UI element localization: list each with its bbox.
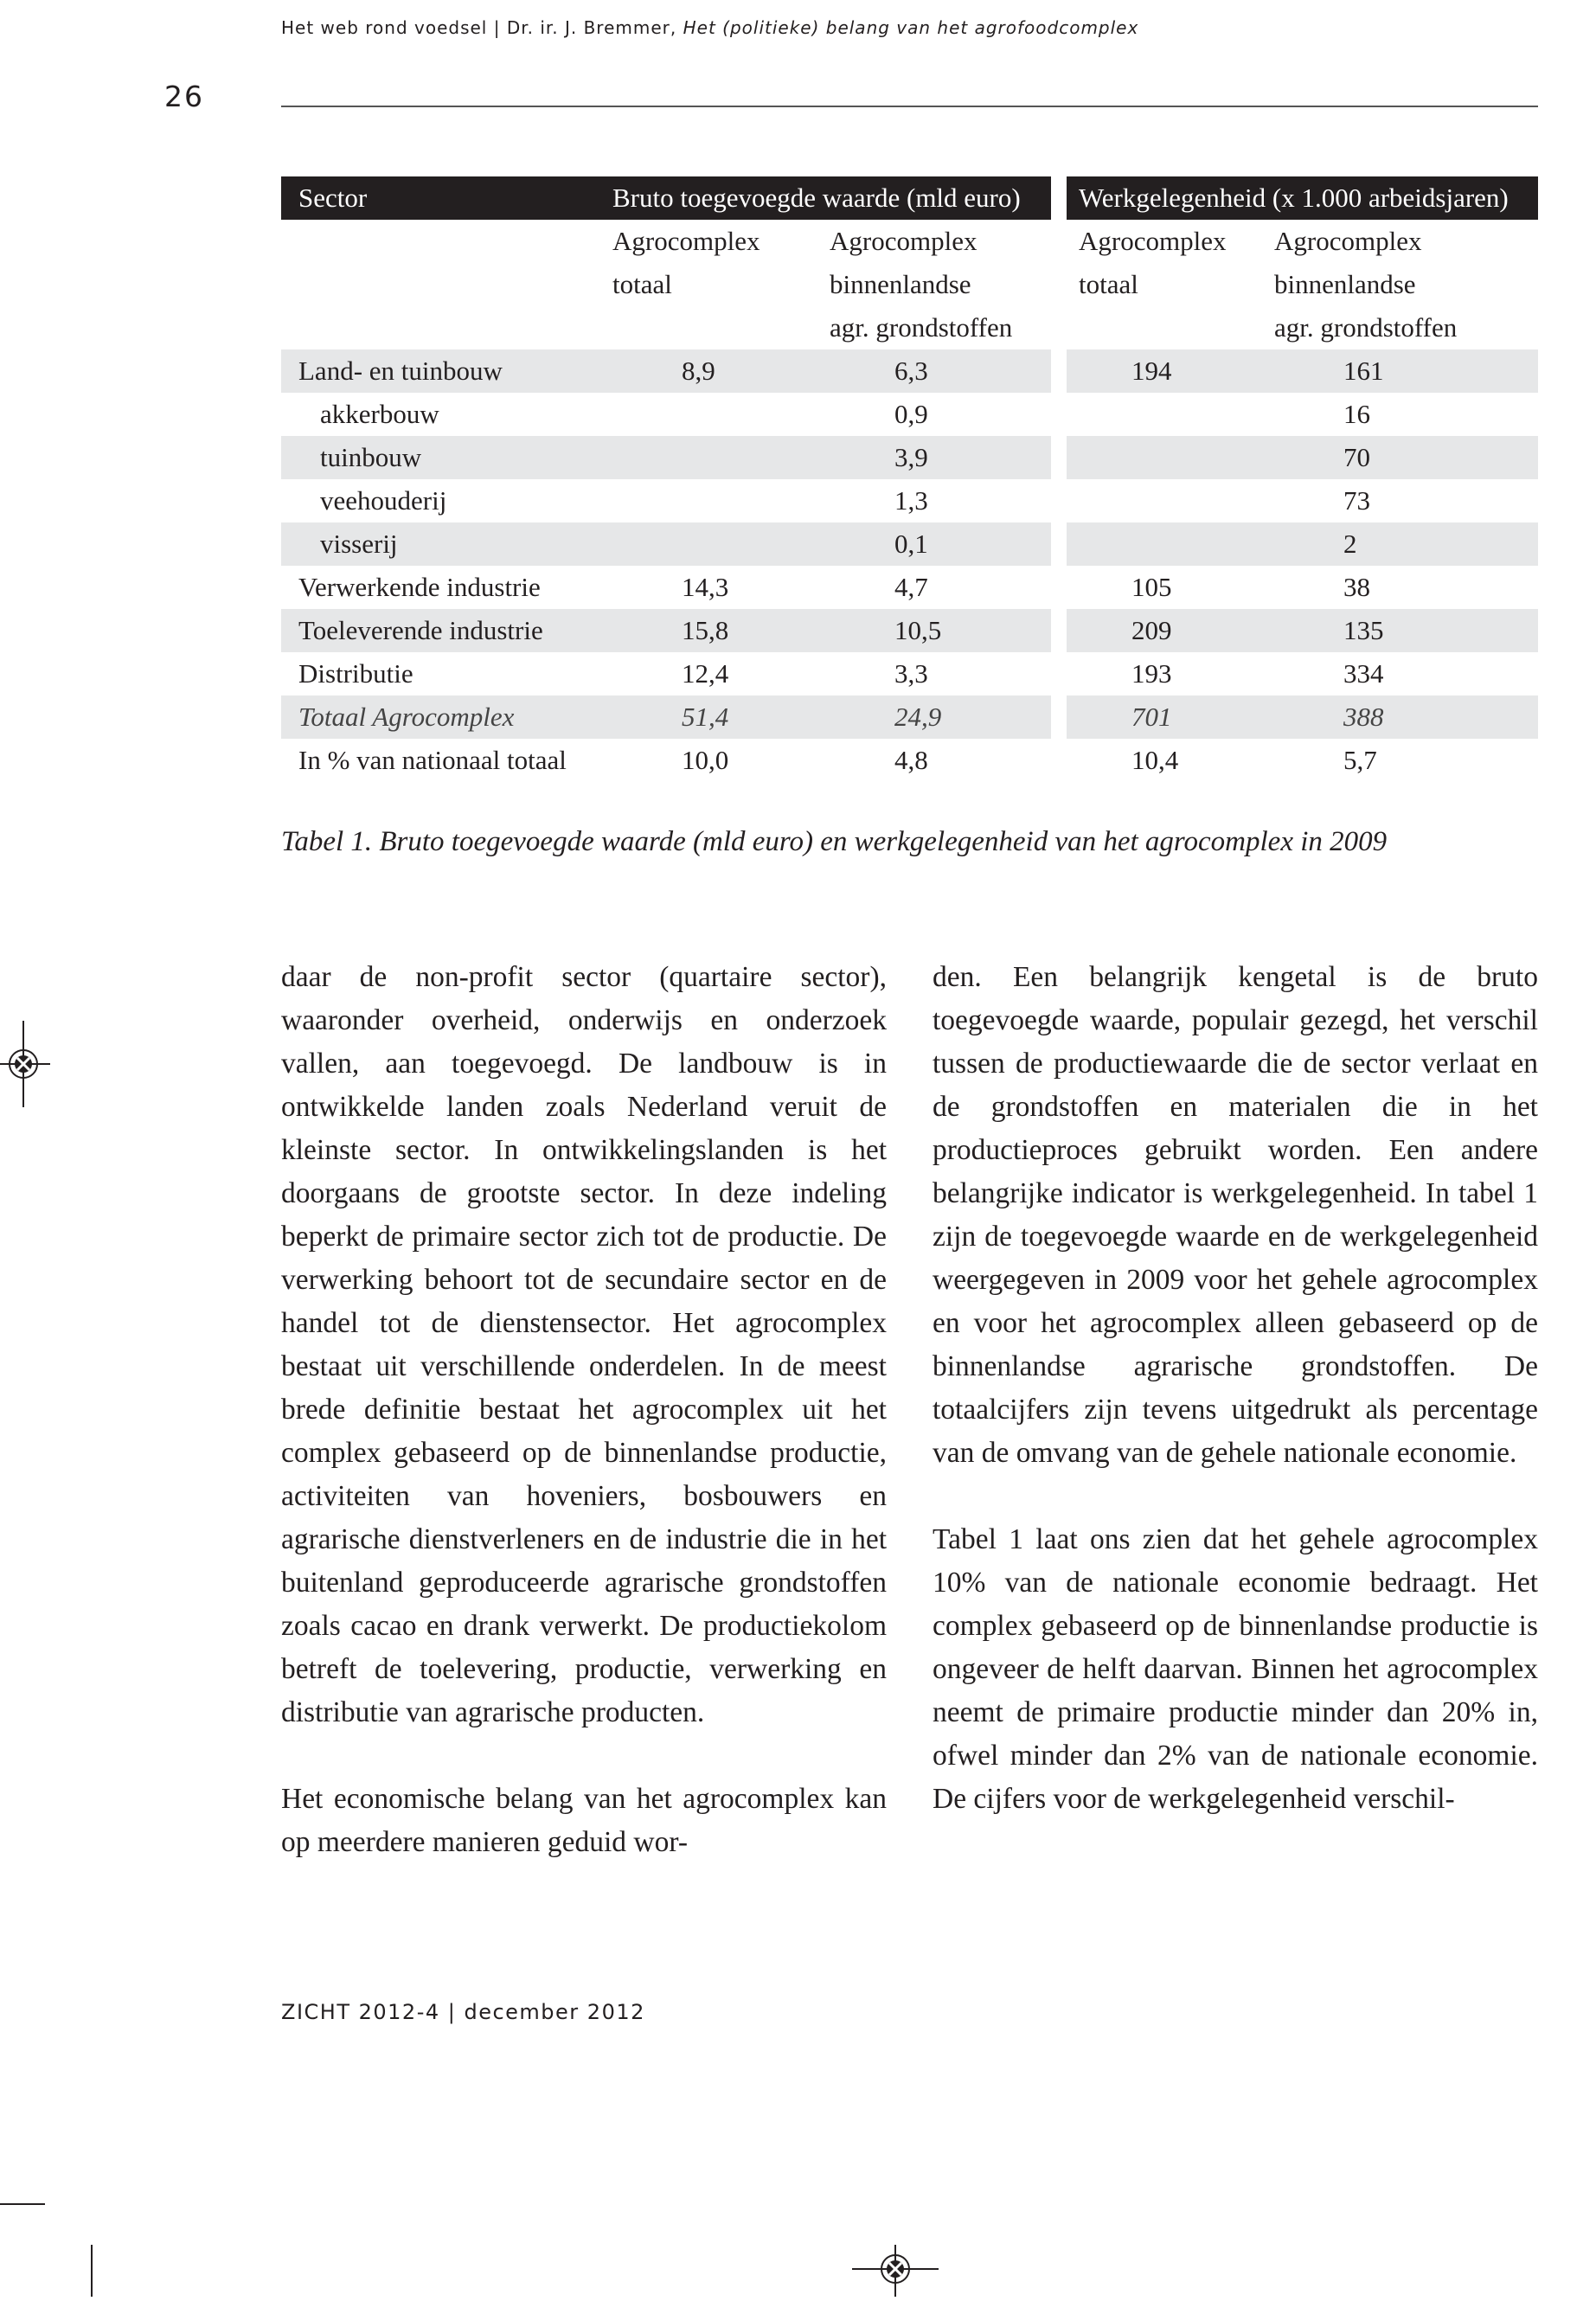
header-employment: Werkgelegenheid (x 1.000 arbeidsjaren) — [1067, 176, 1538, 220]
subheader-cell — [1067, 306, 1274, 349]
row-value: 12,4 — [682, 658, 729, 689]
row-value: 135 — [1274, 609, 1538, 652]
row-value: 14,3 — [682, 572, 729, 602]
body-column-right — [933, 956, 1538, 1821]
subheader-cell: binnenlandse — [1274, 263, 1538, 306]
table-subheader-row — [281, 220, 1538, 263]
table-row — [281, 566, 1538, 609]
row-value — [1067, 522, 1274, 566]
row-value: 1,3 — [894, 485, 928, 516]
row-value: 3,9 — [830, 436, 1051, 479]
row-value: 3,3 — [894, 658, 928, 689]
row-value: 105 — [1131, 572, 1172, 602]
subheader-cell: totaal — [612, 263, 830, 306]
paragraph: Tabel 1 laat ons zien dat het gehele agrocomplex 10% van de nationale economie bedraagt. Het complex gebaseerd op de binnenlandse productie is ongeveer de helft daarvan. Binnen het agrocomplex neemt de primaire productie minder dan 20% in, ofwel minder dan 2% van de nationale economie. De cijfers voor de werkgelegenheid verschil- — [933, 1523, 1538, 1815]
row-sector: akkerbouw — [320, 399, 439, 429]
row-value: 4,7 — [894, 572, 928, 602]
row-sector: Verwerkende industrie — [298, 572, 541, 602]
body-column-left — [281, 956, 887, 1864]
row-value: 16 — [1343, 399, 1370, 429]
table-caption: Tabel 1. Bruto toegevoegde waarde (mld euro) en werkgelegenheid van het agrocomplex in 2009 — [281, 826, 1388, 857]
crop-mark — [0, 2203, 45, 2205]
row-value: 194 — [1067, 349, 1274, 393]
running-header-prefix: Het web rond voedsel | Dr. ir. J. Bremmer, — [281, 17, 683, 38]
row-sector: Land- en tuinbouw — [281, 349, 612, 393]
row-value: 24,9 — [830, 695, 1051, 739]
data-table — [281, 176, 1538, 782]
registration-mark-icon — [852, 2245, 939, 2297]
subheader-cell: Agrocomplex — [830, 220, 1051, 263]
footer: ZICHT 2012-4 | december 2012 — [281, 2000, 645, 2024]
registration-mark-icon — [0, 1021, 50, 1107]
row-value: 6,3 — [830, 349, 1051, 393]
table-row — [281, 349, 1538, 393]
header-value-added: Bruto toegevoegde waarde (mld euro) — [612, 176, 1051, 220]
running-header-title: Het (politieke) belang van het agrofoodcomplex — [683, 17, 1139, 38]
row-value — [1067, 393, 1274, 436]
table-row — [281, 436, 1538, 479]
row-value: 193 — [1131, 658, 1172, 689]
subheader-cell: Agrocomplex — [1274, 220, 1538, 263]
row-value — [1067, 436, 1274, 479]
row-value: 388 — [1274, 695, 1538, 739]
row-value — [612, 436, 830, 479]
row-value: 4,8 — [894, 745, 928, 775]
table-row — [281, 739, 1538, 782]
subheader-cell: totaal — [1067, 263, 1274, 306]
running-header — [281, 17, 1138, 38]
row-value: 38 — [1343, 572, 1370, 602]
subheader-cell: Agrocomplex — [612, 220, 830, 263]
row-sector: tuinbouw — [281, 436, 612, 479]
row-sector: veehouderij — [320, 485, 447, 516]
row-value: 73 — [1343, 485, 1370, 516]
row-value: 0,9 — [894, 399, 928, 429]
row-sector: Distributie — [298, 658, 413, 689]
row-sector: visserij — [281, 522, 612, 566]
table-subheader-row — [281, 306, 1538, 349]
row-value: 10,4 — [1131, 745, 1179, 775]
row-value: 8,9 — [612, 349, 830, 393]
paragraph: daar de non-profit sector (quartaire sector), waaronder overheid, onderwijs en onderzoek vallen, aan toegevoegd. De landbouw is in ontwikkelde landen zoals Nederland veruit de kleinste sector. In ontwikkelingslanden is het doorgaans de grootste sector. In deze indeling beperkt de primaire sector zich tot de productie. De verwerking behoort tot de secundaire sector en de handel tot de dienstensector. Het agrocomplex bestaat uit verschillende onderdelen. In de meest brede definitie bestaat het agrocomplex uit het complex gebaseerd op de binnenlandse productie, activiteiten van hoveniers, bosbouwers en agrarische dienstverleners en de industrie die in het buitenland geproduceerde agrarische grondstoffen zoals cacao en drank verwerkt. De productiekolom betreft de toelevering, productie, verwerking en distributie van agrarische producten. — [281, 961, 887, 1728]
paragraph: den. Een belangrijk kengetal is de bruto toegevoegde waarde, populair gezegd, het verschil tussen de productiewaarde die de sector verlaat en de grondstoffen en materialen die in het productieproces gebruikt worden. Een andere belangrijke indicator is werkgelegenheid. In tabel 1 zijn de toegevoegde waarde en de werkgelegenheid weergegeven in 2009 voor het gehele agrocomplex en voor het agrocomplex alleen gebaseerd op de binnenlandse agrarische grondstoffen. De totaalcijfers zijn tevens uitgedrukt als percentage van de omvang van de gehele nationale economie. — [933, 961, 1538, 1469]
table-row — [281, 522, 1538, 566]
row-value — [1067, 479, 1274, 522]
header-sector: Sector — [281, 176, 612, 220]
page-number: 26 — [164, 80, 204, 113]
table-row — [281, 609, 1538, 652]
table-header-row — [281, 176, 1538, 220]
row-value: 70 — [1274, 436, 1538, 479]
subheader-cell: agr. grondstoffen — [1274, 306, 1538, 349]
subheader-cell: binnenlandse — [830, 263, 1051, 306]
subheader-cell: agr. grondstoffen — [830, 306, 1051, 349]
row-sector: Totaal Agrocomplex — [281, 695, 612, 739]
row-value: 701 — [1067, 695, 1274, 739]
table-row — [281, 652, 1538, 695]
row-value — [612, 522, 830, 566]
row-value: 2 — [1274, 522, 1538, 566]
row-value: 15,8 — [612, 609, 830, 652]
crop-mark — [91, 2245, 93, 2297]
subheader-cell — [612, 306, 830, 349]
row-value: 10,0 — [682, 745, 729, 775]
row-sector: In % van nationaal totaal — [298, 745, 567, 775]
row-value: 5,7 — [1343, 745, 1377, 775]
paragraph: Het economische belang van het agrocomplex kan op meerdere manieren geduid wor- — [281, 1783, 887, 1858]
row-value: 0,1 — [830, 522, 1051, 566]
table-row — [281, 393, 1538, 436]
table-row-total — [281, 695, 1538, 739]
row-value: 209 — [1067, 609, 1274, 652]
row-value: 10,5 — [830, 609, 1051, 652]
row-value — [612, 393, 830, 436]
row-value: 161 — [1274, 349, 1538, 393]
header-rule — [281, 106, 1538, 107]
table-subheader-row — [281, 263, 1538, 306]
row-sector: Toeleverende industrie — [281, 609, 612, 652]
subheader-cell: Agrocomplex — [1067, 220, 1274, 263]
row-value: 334 — [1343, 658, 1384, 689]
table-row — [281, 479, 1538, 522]
row-value: 51,4 — [612, 695, 830, 739]
row-value — [612, 479, 830, 522]
